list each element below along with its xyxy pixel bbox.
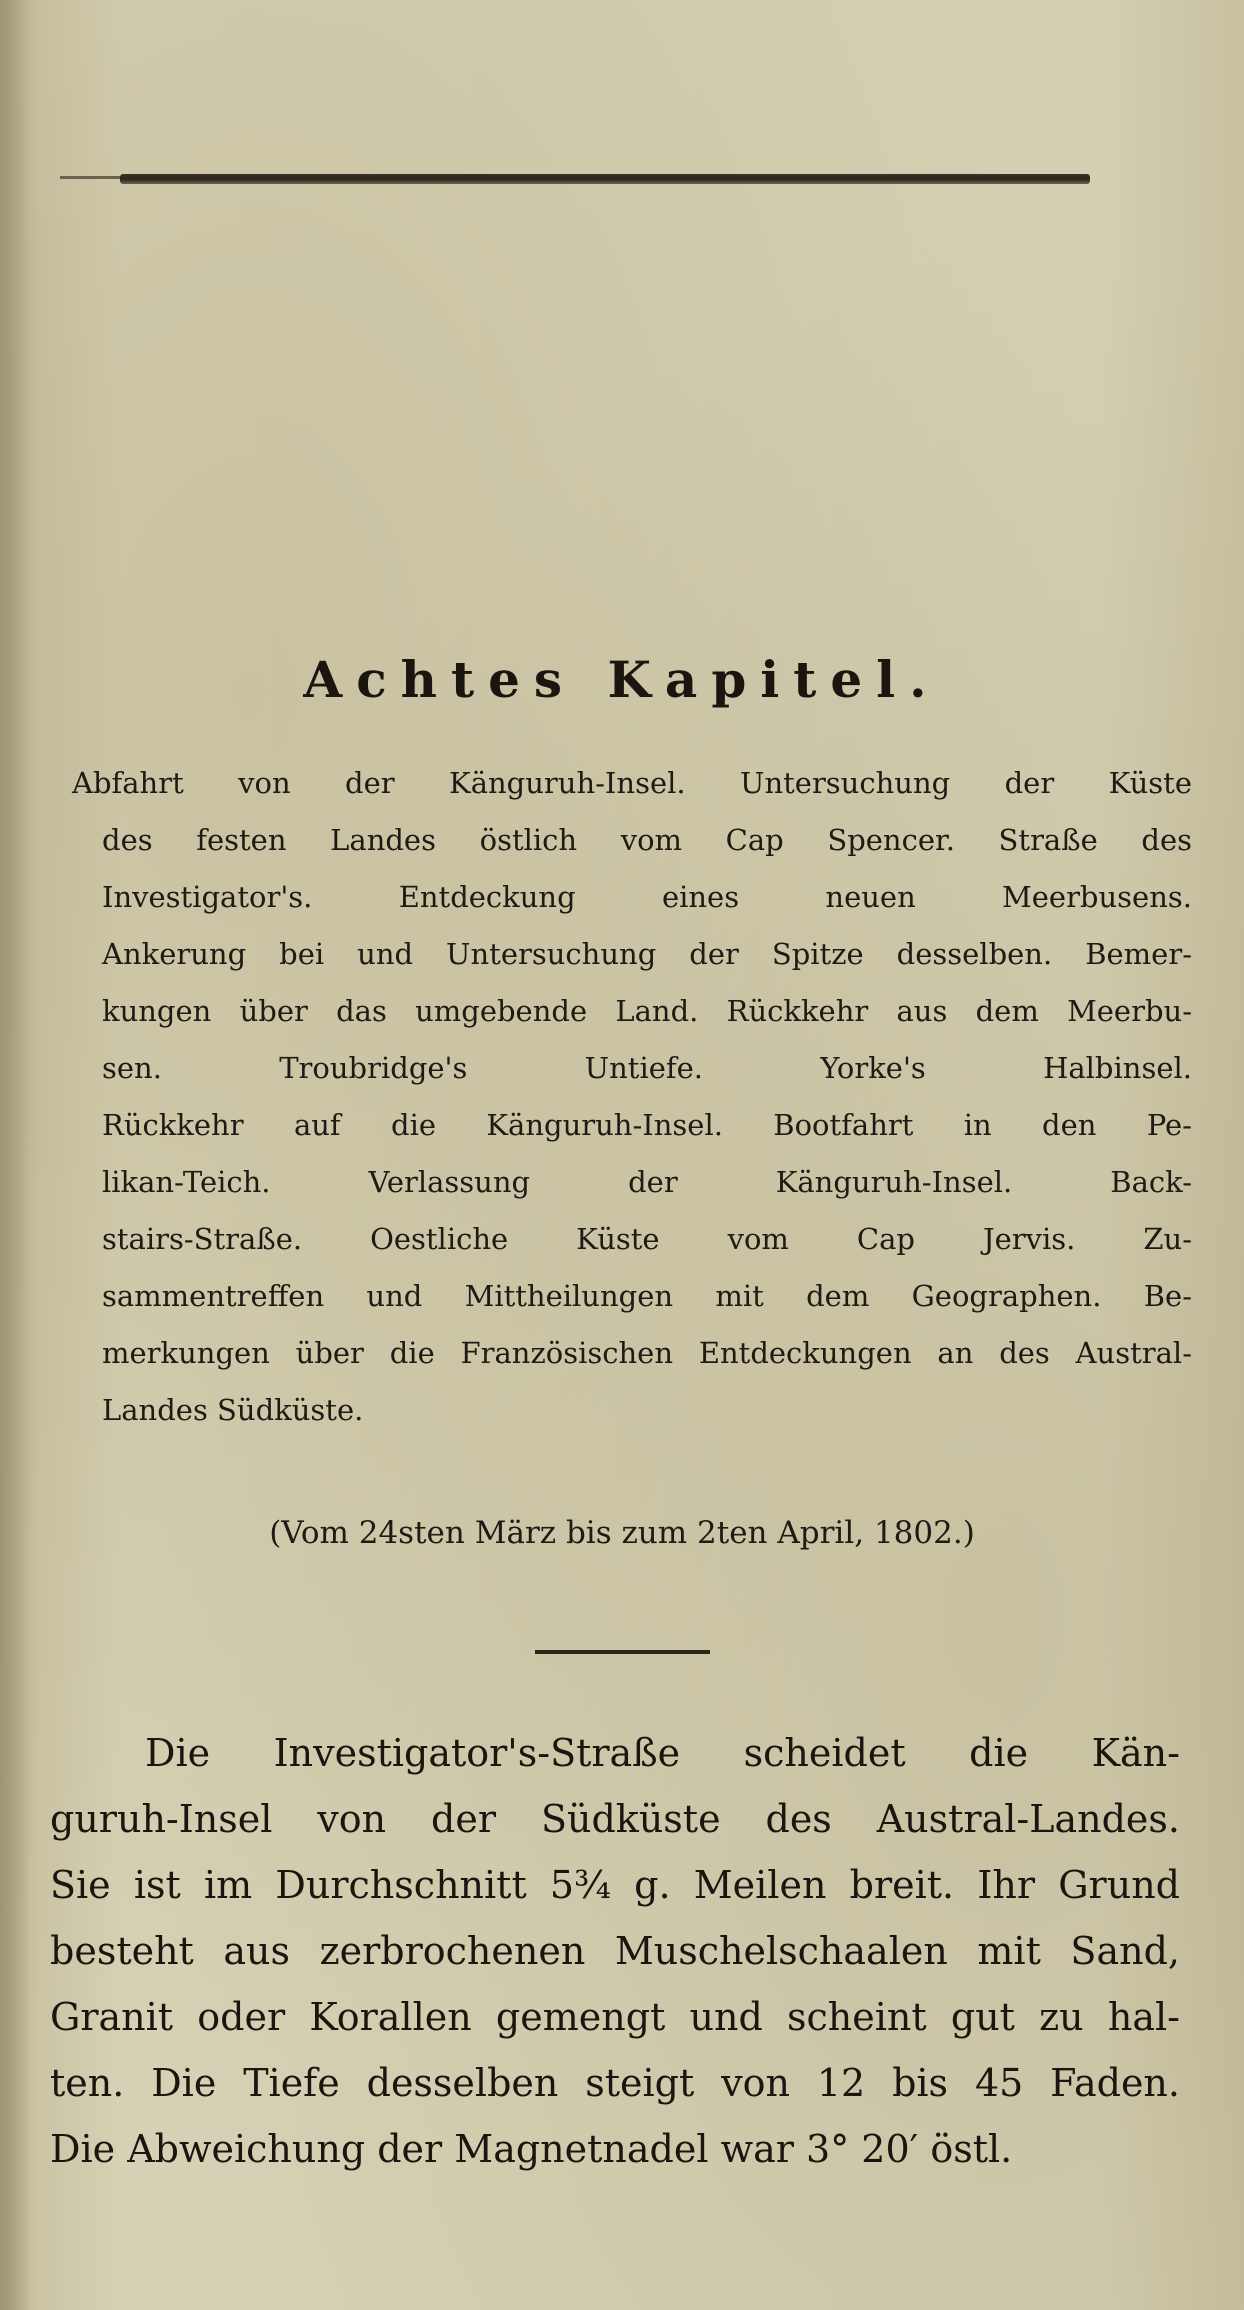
summary-line: Landes Südküste. bbox=[102, 1393, 364, 1427]
date-range: (Vom 24sten März bis zum 2ten April, 1802.) bbox=[269, 1515, 975, 1551]
summary-line: sen. Troubridge's Untiefe. Yorke's Halbinsel. bbox=[102, 1051, 1192, 1085]
header-rule bbox=[120, 174, 1090, 184]
chapter-title: Achtes Kapitel. bbox=[303, 650, 941, 709]
chapter-summary bbox=[72, 755, 1192, 1439]
page-binding-edge bbox=[0, 0, 30, 2310]
summary-line: Abfahrt von der Känguruh-Insel. Untersuchung der Küste bbox=[72, 766, 1192, 800]
body-line: guruh-Insel von der Südküste des Austral-Landes. bbox=[50, 1797, 1180, 1841]
summary-line: Ankerung bei und Untersuchung der Spitze desselben. Bemer- bbox=[102, 937, 1192, 971]
summary-line: stairs-Straße. Oestliche Küste vom Cap Jervis. Zu- bbox=[102, 1222, 1192, 1256]
body-line: Die Abweichung der Magnetnadel war 3° 20′ östl. bbox=[50, 2127, 1013, 2171]
summary-line: sammentreffen und Mittheilungen mit dem Geographen. Be- bbox=[102, 1279, 1192, 1313]
body-line: besteht aus zerbrochenen Muschelschaalen mit Sand, bbox=[50, 1929, 1180, 1973]
summary-line: Investigator's. Entdeckung eines neuen Meerbusens. bbox=[102, 880, 1192, 914]
summary-line: Rückkehr auf die Känguruh-Insel. Bootfahrt in den Pe- bbox=[102, 1108, 1192, 1142]
body-line: Granit oder Korallen gemengt und scheint gut zu hal- bbox=[50, 1995, 1180, 2039]
summary-line: merkungen über die Französischen Entdeckungen an des Austral- bbox=[102, 1336, 1192, 1370]
body-line: Sie ist im Durchschnitt 5¾ g. Meilen breit. Ihr Grund bbox=[50, 1863, 1180, 1907]
summary-line: likan-Teich. Verlassung der Känguruh-Insel. Back- bbox=[102, 1165, 1192, 1199]
summary-line: kungen über das umgebende Land. Rückkehr aus dem Meerbu- bbox=[102, 994, 1192, 1028]
summary-line: des festen Landes östlich vom Cap Spencer. Straße des bbox=[102, 823, 1192, 857]
body-line: Die Investigator's-Straße scheidet die Kän- bbox=[145, 1731, 1180, 1775]
body-paragraph bbox=[50, 1720, 1180, 2182]
body-line: ten. Die Tiefe desselben steigt von 12 bis 45 Faden. bbox=[50, 2061, 1180, 2105]
section-divider bbox=[535, 1650, 710, 1654]
